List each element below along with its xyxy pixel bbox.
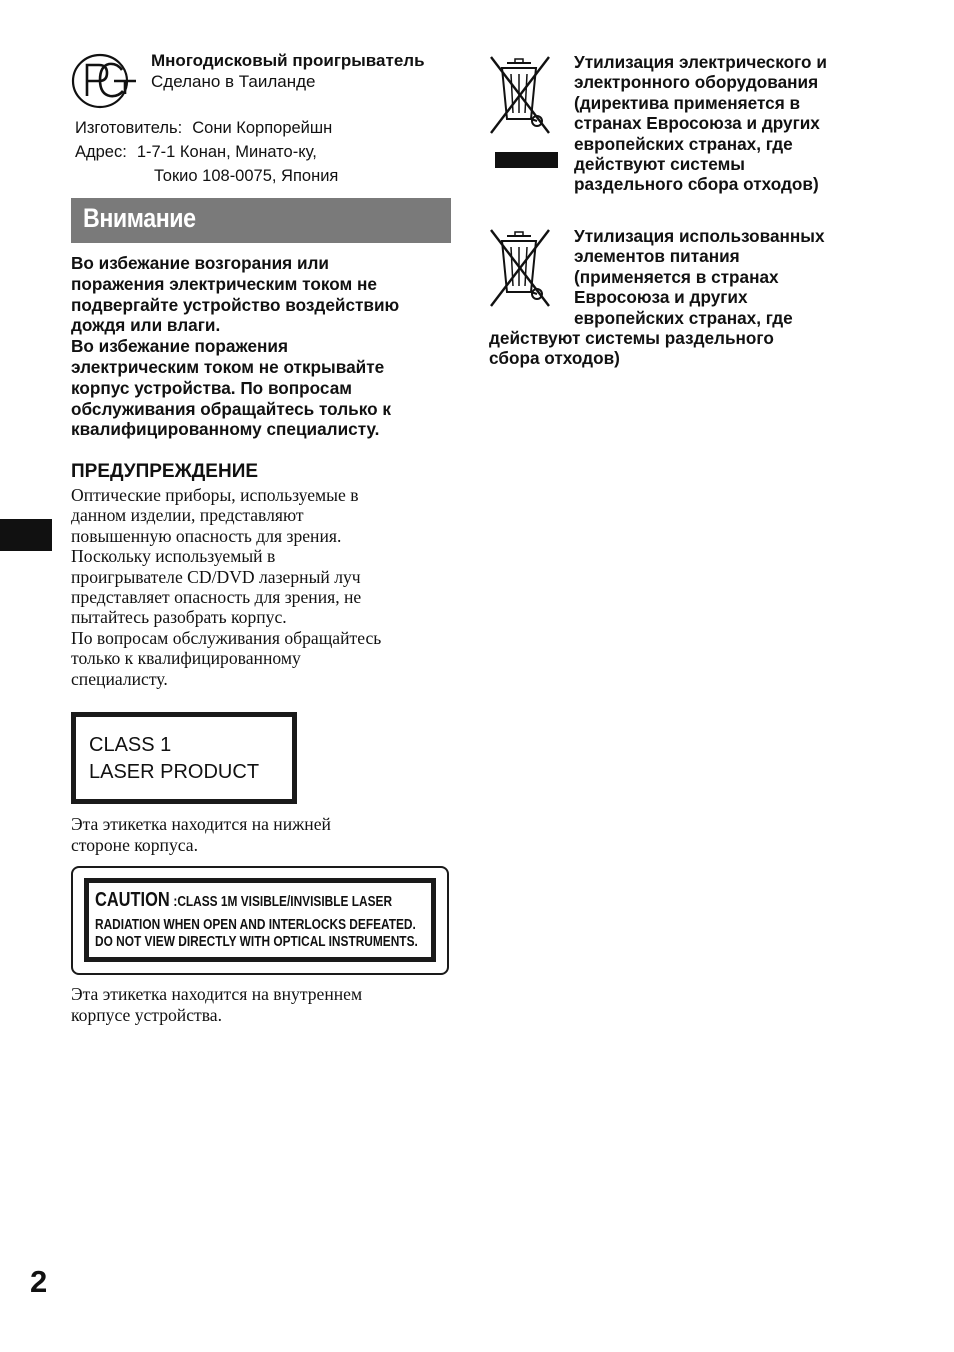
battery-line: элементов питания — [574, 246, 740, 267]
weee-line: действуют системы — [574, 154, 745, 175]
caution-label-frame — [84, 878, 436, 962]
caution-line-2: RADIATION WHEN OPEN AND INTERLOCKS DEFEATED. — [95, 917, 416, 933]
class1-laser-label — [71, 712, 297, 804]
weee-line: раздельного сбора отходов) — [574, 174, 819, 195]
warning-text — [71, 485, 461, 689]
battery-text-continued — [489, 328, 869, 369]
attention-line: Во избежание поражения — [71, 336, 288, 357]
caution-laser-label — [71, 866, 449, 975]
warning-line: проигрывателе CD/DVD лазерный луч — [71, 566, 361, 587]
warning-line: пытайтесь разобрать корпус. — [71, 607, 287, 628]
weee-text — [574, 52, 874, 195]
attention-line: электрическим током не открывайте — [71, 356, 385, 377]
attention-line: подвергайте устройство воздействию — [71, 294, 400, 315]
caption-line: Эта этикетка находится на внутреннем — [71, 984, 363, 1004]
battery-line: Евросоюза и других — [574, 287, 748, 308]
warning-line: специалисту. — [71, 668, 168, 689]
address-line-2: Токио 108-0075, Япония — [154, 167, 339, 185]
attention-line: Во избежание возгорания или — [71, 253, 329, 273]
warning-line: По вопросам обслуживания обращайтесь — [71, 627, 382, 648]
weee-line: Утилизация электрического и — [574, 52, 827, 72]
class1-line-2: LASER PRODUCT — [89, 761, 260, 783]
attention-line: обслуживания обращайтесь только к — [71, 398, 391, 419]
weee-line: (директива применяется в — [574, 92, 801, 113]
manufacturer-label: Изготовитель: — [75, 119, 183, 137]
manufacturer-name: Сони Корпорейшн — [192, 119, 333, 137]
battery-line: сбора отходов) — [489, 348, 620, 369]
attention-line: дождя или влаги. — [71, 315, 221, 336]
page-number: 2 — [30, 1264, 48, 1299]
warning-line: Оптические приборы, используемые в — [71, 485, 359, 505]
caution-caption — [71, 984, 451, 1026]
warning-line: Поскольку используемый в — [71, 546, 276, 567]
address-label: Адрес: — [75, 143, 127, 161]
class1-line-1: CLASS 1 — [89, 734, 172, 756]
crossed-bin-icon — [489, 228, 551, 308]
attention-title: Внимание — [83, 203, 196, 233]
bin-underline-bar — [495, 152, 558, 168]
attention-text — [71, 253, 455, 440]
warning-line: повышенную опасность для зрения. — [71, 525, 342, 546]
caution-class-text: :CLASS 1M VISIBLE/INVISIBLE LASER — [173, 894, 393, 910]
weee-line: странах Евросоюза и других — [574, 113, 820, 134]
product-name: Многодисковый проигрыватель — [151, 51, 425, 70]
warning-line: данном изделии, представляют — [71, 505, 304, 526]
caption-line: корпусе устройства. — [71, 1005, 222, 1025]
manufacturer-block — [75, 116, 338, 188]
attention-banner — [71, 198, 451, 243]
attention-line: поражения электрическим током не — [71, 273, 377, 294]
battery-text — [574, 226, 874, 328]
weee-line: европейских странах, где — [574, 133, 793, 154]
caption-line: стороне корпуса. — [71, 835, 198, 855]
section-side-tab — [0, 519, 52, 551]
caption-line: Эта этикетка находится на нижней — [71, 814, 331, 834]
attention-line: квалифицированному специалисту. — [71, 419, 380, 440]
pct-certification-logo — [70, 52, 138, 110]
product-origin: Сделано в Таиланде — [151, 72, 316, 91]
caution-line-1 — [95, 889, 392, 912]
warning-line: представляет опасность для зрения, не — [71, 587, 362, 608]
attention-line: корпус устройства. По вопросам — [71, 377, 352, 398]
caution-line-3: DO NOT VIEW DIRECTLY WITH OPTICAL INSTRUMENTS. — [95, 934, 418, 950]
address-line-1: 1-7-1 Конан, Минато-ку, — [136, 143, 317, 161]
class1-caption — [71, 814, 431, 856]
warning-heading: ПРЕДУПРЕЖДЕНИЕ — [71, 461, 259, 482]
battery-line: европейских странах, где — [574, 307, 793, 328]
crossed-bin-icon — [489, 55, 551, 135]
warning-line: только к квалифицированному — [71, 648, 301, 669]
battery-line: действуют системы раздельного — [489, 328, 774, 348]
battery-line: Утилизация использованных — [574, 226, 825, 246]
weee-line: электронного оборудования — [574, 72, 819, 93]
caution-word: CAUTION — [95, 889, 170, 911]
battery-line: (применяется в странах — [574, 266, 779, 287]
